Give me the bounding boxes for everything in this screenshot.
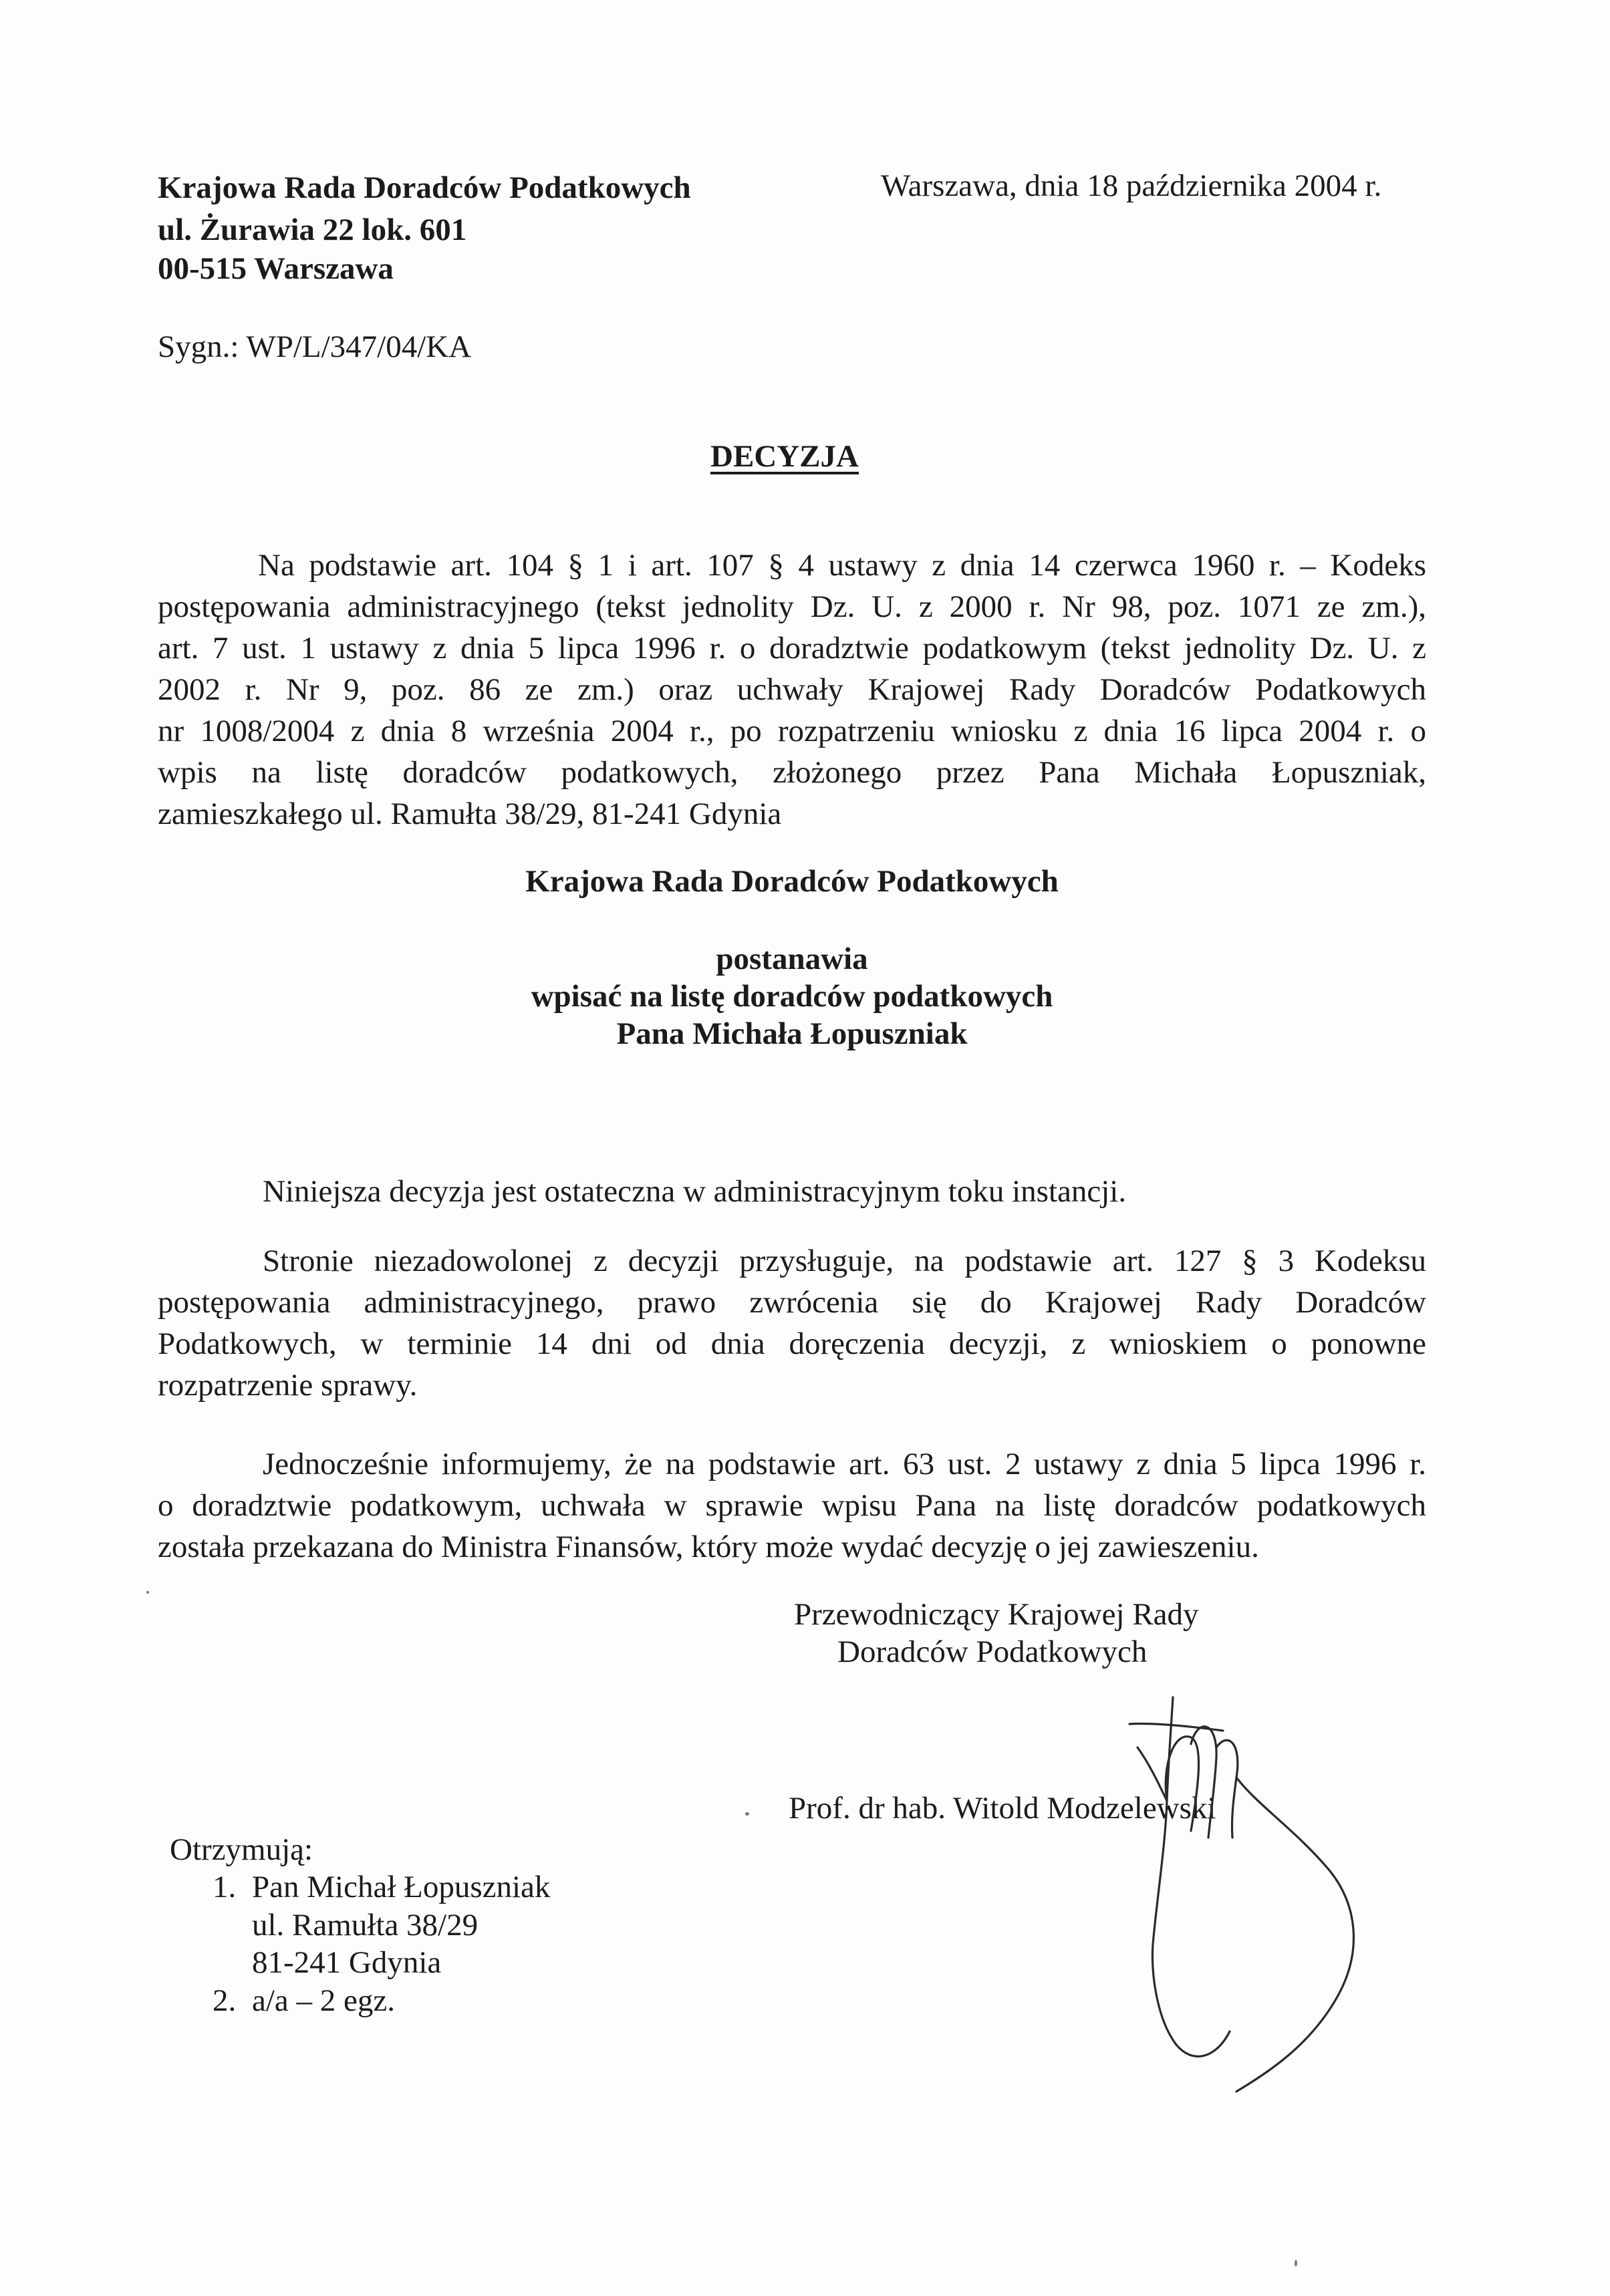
appeal-paragraph [158,1240,1426,1406]
recipient-line: a/a – 2 egz. [252,1983,396,2018]
appeal-line: Stronie niezadowolonej z decyzji przysługuje, na podstawie art. 127 § 3 Kodeksu [263,1244,1426,1278]
appeal-line: postępowania administracyjnego, prawo zwrócenia się do Krajowej Rady Doradców [158,1285,1426,1320]
scan-speck [1295,2260,1297,2267]
authority-name: Krajowa Rada Doradców Podatkowych [525,864,1059,899]
basis-paragraph [158,545,1426,835]
recipient-line: Pan Michał Łopuszniak [252,1870,551,1904]
basis-line: nr 1008/2004 z dnia 8 września 2004 r., po rozpatrzeniu wniosku z dnia 16 lipca 2004 r. o [158,714,1426,748]
date-line: Warszawa, dnia 18 października 2004 r. [881,168,1382,203]
basis-line: zamieszkałego ul. Ramułta 38/29, 81-241 Gdynia [158,797,782,831]
info-line: Jednocześnie informujemy, że na podstawie art. 63 ust. 2 ustawy z dnia 5 lipca 1996 r. [263,1447,1426,1481]
decision-person: Pana Michała Łopuszniak [616,1016,968,1051]
sender-city: 00-515 Warszawa [158,251,394,286]
info-line: o doradztwie podatkowym, uchwała w sprawie wpisu Pana na listę doradców podatkowych [158,1488,1426,1523]
sender-name: Krajowa Rada Doradców Podatkowych [158,170,691,205]
basis-line: 2002 r. Nr 9, poz. 86 ze zm.) oraz uchwały Krajowej Rady Doradców Podatkowych [158,672,1426,707]
decision-action: wpisać na listę doradców podatkowych [531,979,1053,1014]
recipient-number: 1. [213,1870,237,1904]
decision-verb: postanawia [716,942,868,976]
appeal-line: rozpatrzenie sprawy. [158,1368,418,1403]
final-note: Niniejsza decyzja jest ostateczna w administracyjnym toku instancji. [263,1174,1127,1209]
recipient-line: 81-241 Gdynia [252,1945,442,1980]
recipient-line: ul. Ramułta 38/29 [252,1908,479,1943]
recipients-heading: Otrzymują: [170,1832,313,1867]
basis-line: postępowania administracyjnego (tekst jednolity Dz. U. z 2000 r. Nr 98, poz. 1071 ze zm.), [158,589,1426,624]
document-title: DECYZJA [710,439,859,474]
basis-line: Na podstawie art. 104 § 1 i art. 107 § 4 ustawy z dnia 14 czerwca 1960 r. – Kodeks [258,548,1426,583]
appeal-line: Podatkowych, w terminie 14 dni od dnia doręczenia decyzji, z wnioskiem o ponowne [158,1326,1426,1361]
info-paragraph [158,1443,1426,1568]
basis-line: wpis na listę doradców podatkowych, złożonego przez Pana Michała Łopuszniak, [158,755,1426,790]
handwritten-signature-icon [1016,1684,1444,2098]
reference-number: Sygn.: WP/L/347/04/KA [158,329,472,364]
recipient-number: 2. [213,1983,237,2018]
basis-line: art. 7 ust. 1 ustawy z dnia 5 lipca 1996 r. o doradztwie podatkowym (tekst jednolity Dz. U. z [158,631,1426,666]
info-line: została przekazana do Ministra Finansów, który może wydać decyzję o jej zawieszeniu. [158,1530,1259,1564]
scan-speck [745,1812,749,1816]
signatory-title-line1: Przewodniczący Krajowej Rady [794,1597,1199,1632]
sender-street: ul. Żurawia 22 lok. 601 [158,212,467,247]
scan-speck [146,1591,149,1594]
signatory-name: Prof. dr hab. Witold Modzelewski [789,1791,1216,1826]
signatory-title-line2: Doradców Podatkowych [837,1634,1148,1669]
